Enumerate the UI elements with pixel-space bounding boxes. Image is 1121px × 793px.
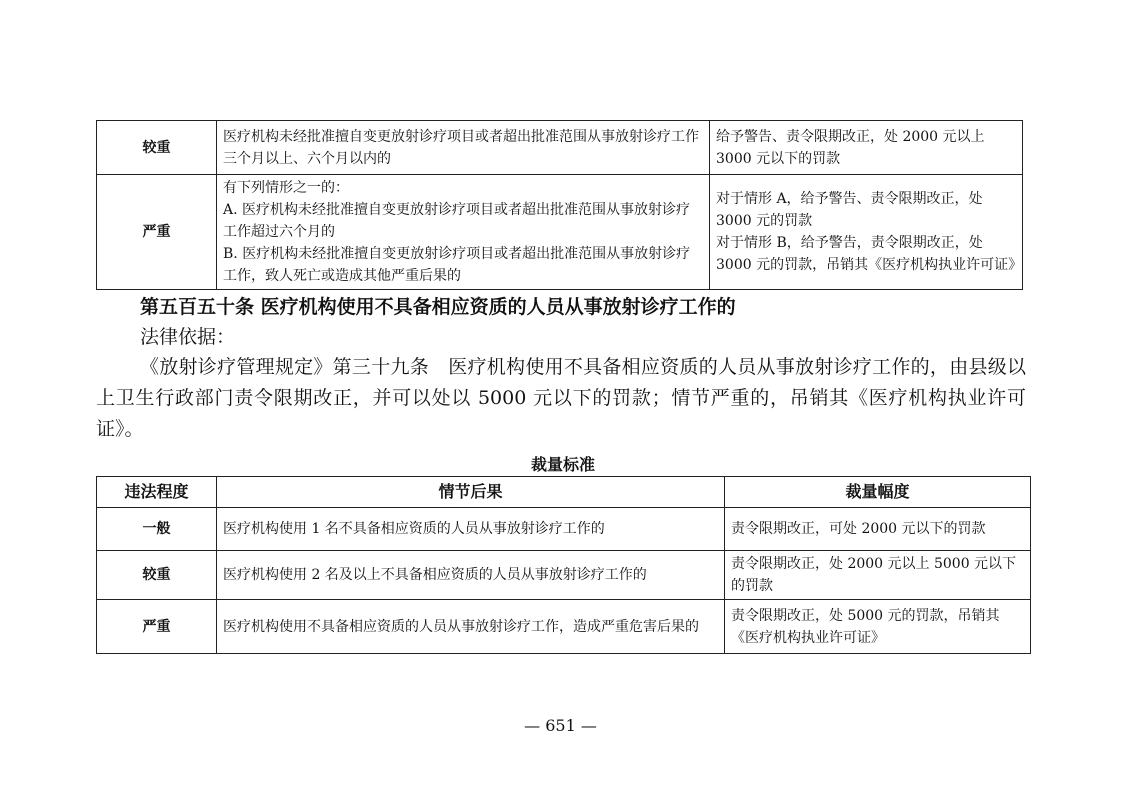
violation-level: 较重: [97, 121, 217, 175]
penalty-cell: 责令限期改正，处 2000 元以上 5000 元以下的罚款: [725, 551, 1031, 600]
circumstance-cell: 医疗机构使用不具备相应资质的人员从事放射诊疗工作，造成严重危害后果的: [217, 600, 725, 654]
discretion-standard-table: [96, 476, 1031, 654]
penalty-line: 给予警告、责令限期改正，处 2000 元以上 3000 元以下的罚款: [716, 128, 985, 167]
table-row: [97, 600, 1031, 654]
column-header: 裁量幅度: [725, 477, 1031, 508]
penalty-table-continued: [96, 120, 1023, 290]
column-header: 违法程度: [97, 477, 217, 508]
table-header-row: [97, 477, 1031, 508]
penalty-cell: [710, 175, 1023, 290]
penalty-cell: 责令限期改正，处 5000 元的罚款，吊销其《医疗机构执业许可证》: [725, 600, 1031, 654]
violation-level: 严重: [97, 600, 217, 654]
circumstance-line: 有下列情形之一的：: [223, 180, 349, 196]
circumstance-cell: 医疗机构使用 1 名不具备相应资质的人员从事放射诊疗工作的: [217, 508, 725, 551]
circumstance-cell: [217, 175, 710, 290]
circumstance-line: A. 医疗机构未经批准擅自变更放射诊疗项目或者超出批准范围从事放射诊疗工作超过六个月的: [223, 202, 691, 240]
column-header: 情节后果: [217, 477, 725, 508]
penalty-cell: 责令限期改正，可处 2000 元以下的罚款: [725, 508, 1031, 551]
table-row: [97, 121, 1023, 175]
penalty-cell: [710, 121, 1023, 175]
article-heading: 第五百五十条 医疗机构使用不具备相应资质的人员从事放射诊疗工作的: [140, 296, 736, 318]
violation-level: 一般: [97, 508, 217, 551]
circumstance-cell: 医疗机构使用 2 名及以上不具备相应资质的人员从事放射诊疗工作的: [217, 551, 725, 600]
circumstance-cell: [217, 121, 710, 175]
penalty-line: 对于情形 A，给予警告、责令限期改正，处 3000 元的罚款: [716, 191, 983, 229]
table-row: [97, 175, 1023, 290]
table-caption: 裁量标准: [530, 455, 595, 474]
violation-level: 严重: [97, 175, 217, 290]
penalty-line: 对于情形 B，给予警告，责令限期改正，处 3000 元的罚款，吊销其《医疗机构执业许可证》: [716, 235, 1023, 273]
circumstance-line: 医疗机构未经批准擅自变更放射诊疗项目或者超出批准范围从事放射诊疗工作三个月以上、六个月以内的: [223, 128, 699, 167]
page-number: — 651 —: [524, 716, 597, 735]
table-row: [97, 508, 1031, 551]
legal-basis-text: 《放射诊疗管理规定》第三十九条 医疗机构使用不具备相应资质的人员从事放射诊疗工作的，由县级以上卫生行政部门责令限期改正，并可以处以 5000 元以下的罚款；情节严重的，吊销其《医疗机构执业许可证》。: [96, 356, 1026, 440]
table-row: [97, 551, 1031, 600]
circumstance-line: B. 医疗机构未经批准擅自变更放射诊疗项目或者超出批准范围从事放射诊疗工作，致人死亡或造成其他严重后果的: [223, 246, 691, 284]
violation-level: 较重: [97, 551, 217, 600]
legal-basis-label: 法律依据：: [140, 326, 236, 348]
